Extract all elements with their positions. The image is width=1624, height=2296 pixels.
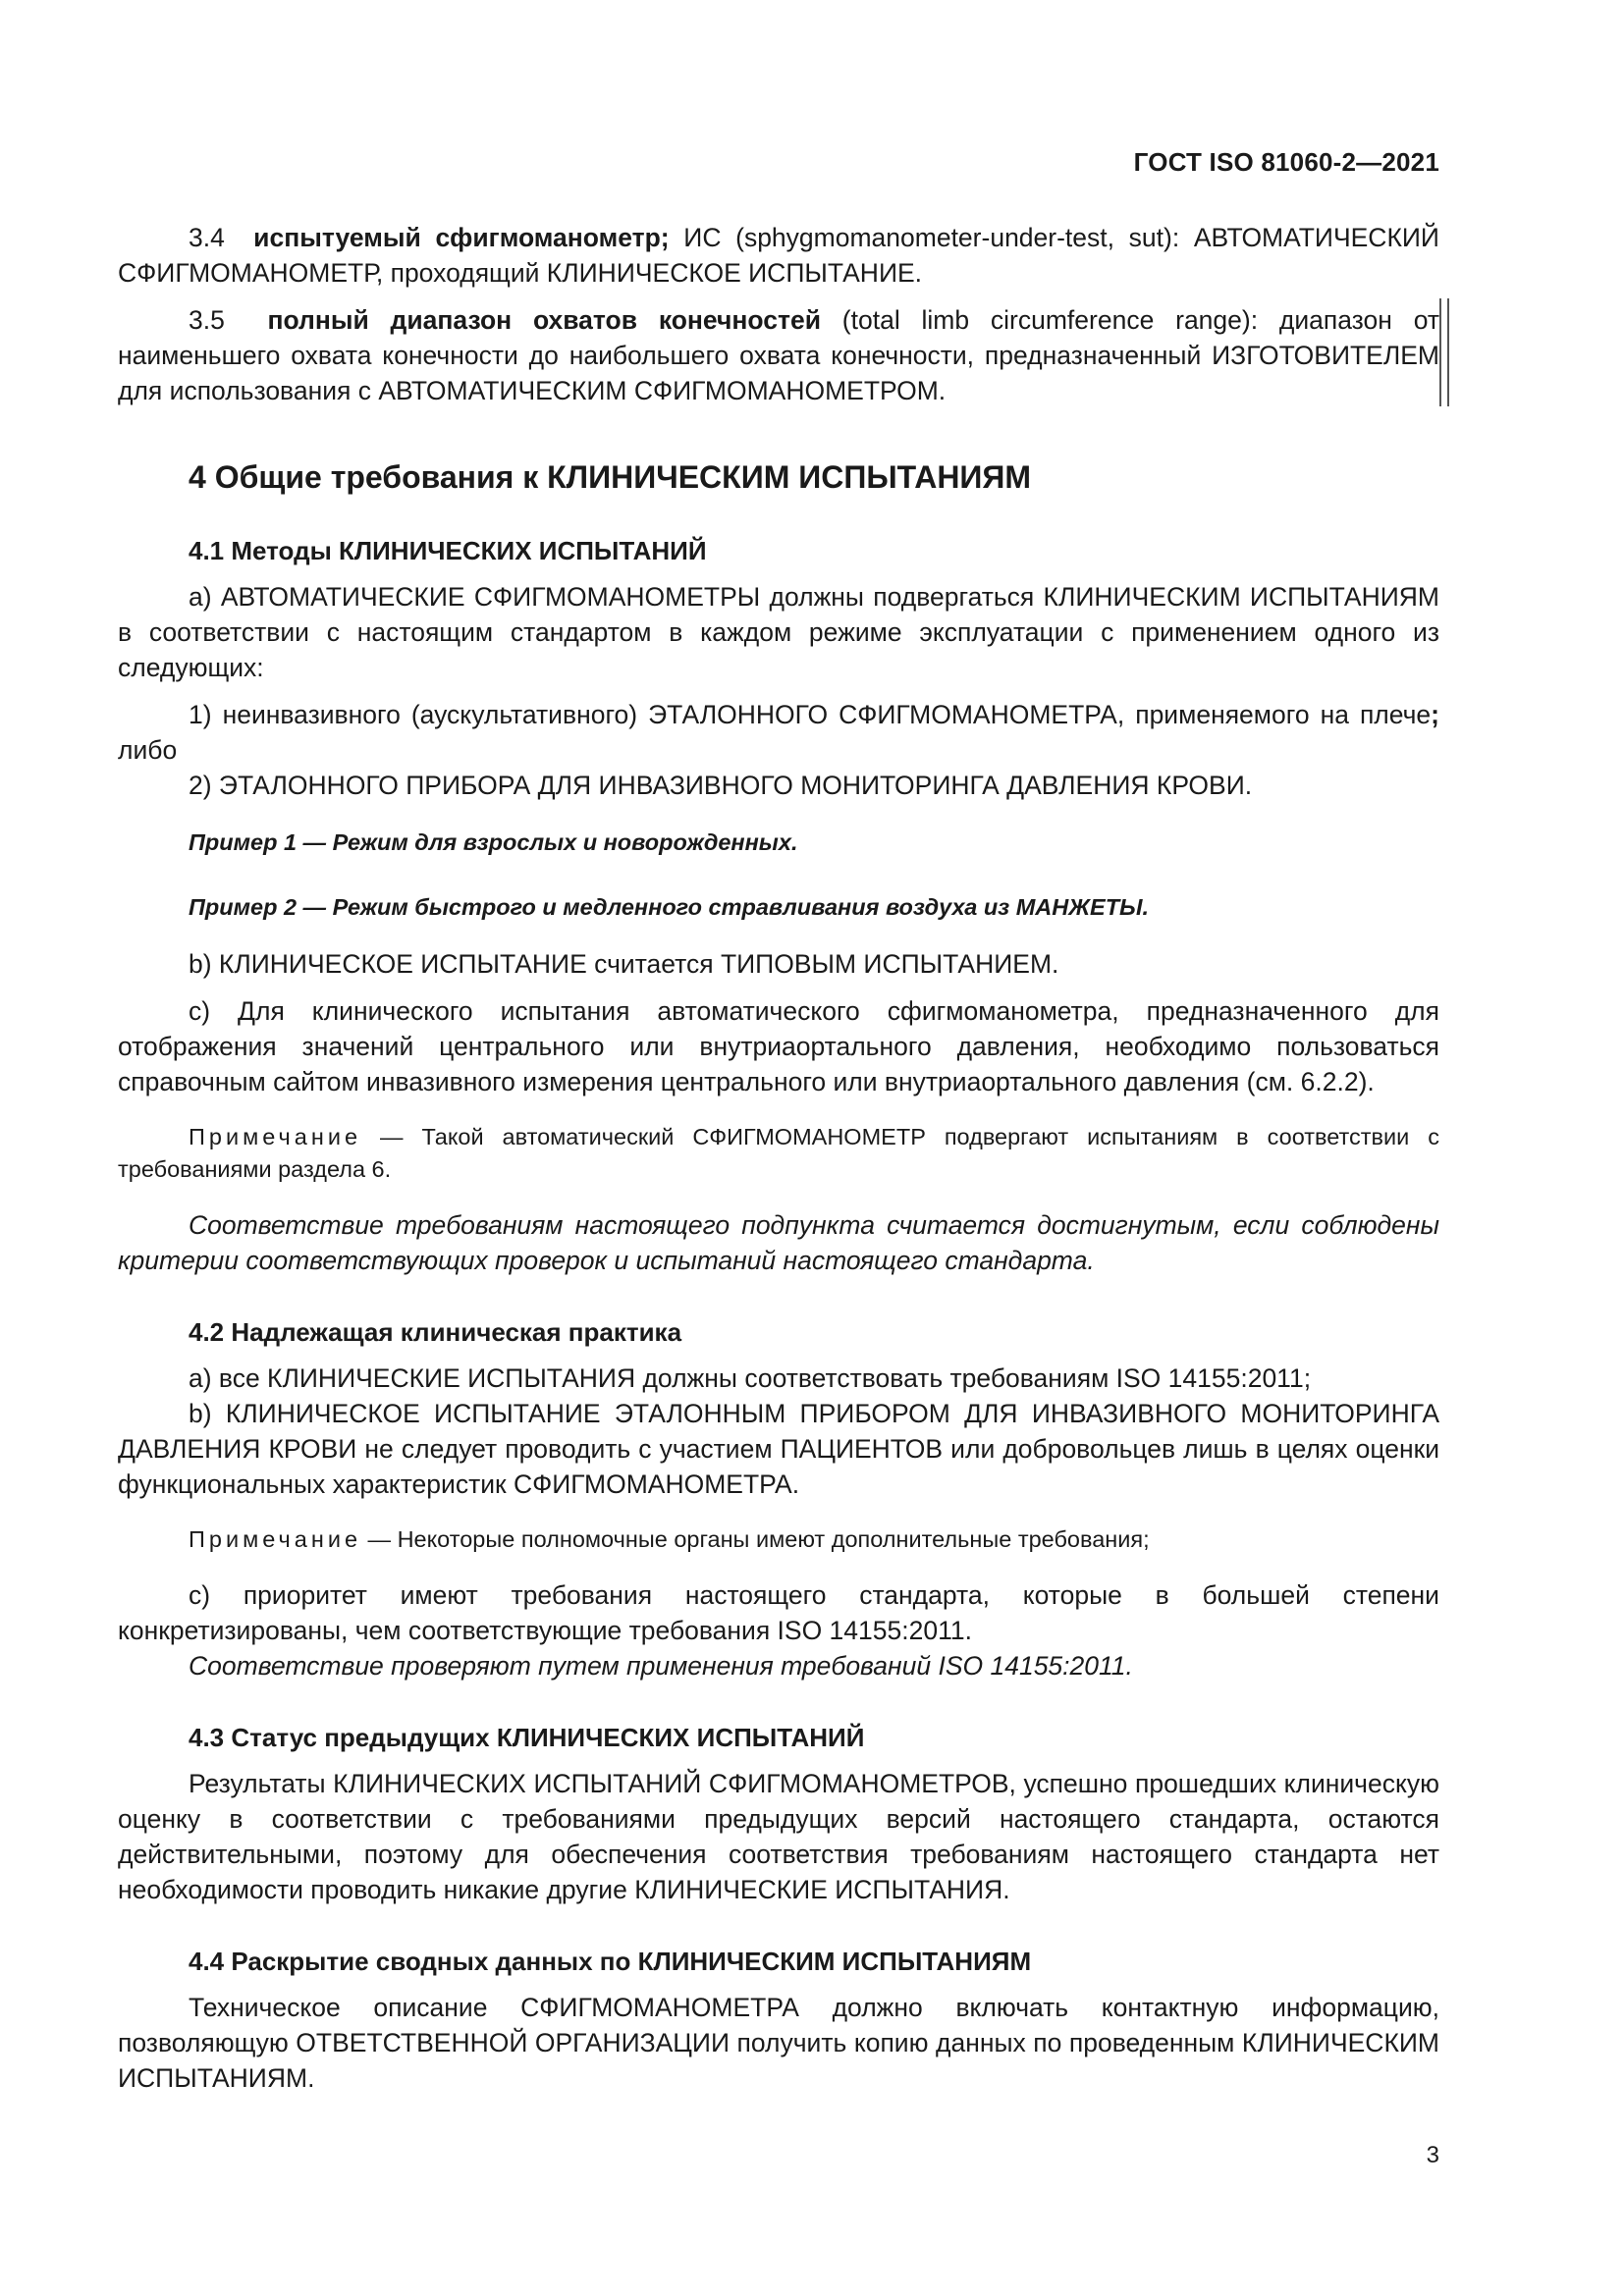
definition-text: ИС (sphygmomanometer-under-test, sut): АВТОМАТИЧЕСКИЙ СФИГМОМАНОМЕТР, проходящий КЛИНИЧЕСКОЕ ИСПЫТАНИЕ. <box>118 223 1439 288</box>
page-number: 3 <box>1426 2142 1439 2168</box>
definition-3-4 <box>118 220 1439 291</box>
item-4-1-c: c) Для клинического испытания автоматического сфигмоманометра, предназначенного для отображения значений центрального или внутриаортального давления, необходимо пользоваться справочным сайтом инвазивного измерения центрального или внутриаортального давления (см. 6.2.2). <box>118 996 1439 1096</box>
subsection-4-3-heading: 4.3 Статус предыдущих КЛИНИЧЕСКИХ ИСПЫТАНИЙ <box>189 1723 865 1752</box>
example-2: Пример 2 — Режим быстрого и медленного стравливания воздуха из МАНЖЕТЫ. <box>189 894 1150 920</box>
definition-number: 3.4 <box>189 223 225 252</box>
compliance-4-2: Соответствие проверяют путем применения требований ISO 14155:2011. <box>189 1651 1133 1681</box>
item-text-end: либо <box>118 735 178 765</box>
note-4-1 <box>118 1121 1439 1186</box>
paragraph-4-3: Результаты КЛИНИЧЕСКИХ ИСПЫТАНИЙ СФИГМОМАНОМЕТРОВ, успешно прошедших клиническую оценку в соответствии с требованиями предыдущих версий настоящего стандарта, остаются действительными, поэтому для обеспечения соответствия требованиям настоящего стандарта нет необходимости проводить никакие другие КЛИНИЧЕСКИЕ ИСПЫТАНИЯ. <box>118 1769 1439 1904</box>
definition-term: испытуемый сфигмоманометр; <box>253 223 670 252</box>
note-4-2 <box>118 1523 1439 1556</box>
definition-3-5 <box>118 302 1439 408</box>
item-4-1-b: b) КЛИНИЧЕСКОЕ ИСПЫТАНИЕ считается ТИПОВЫМ ИСПЫТАНИЕМ. <box>189 949 1059 979</box>
paragraph-4-4: Техническое описание СФИГМОМАНОМЕТРА должно включать контактную информацию, позволяющую ОТВЕТСТВЕННОЙ ОРГАНИЗАЦИИ получить копию данных по проведенным КЛИНИЧЕСКИМ ИСПЫТАНИЯМ. <box>118 1993 1439 2093</box>
item-text: 1) неинвазивного (аускультативного) ЭТАЛОННОГО СФИГМОМАНОМЕТРА, применяемого на плече <box>189 700 1432 729</box>
section-4-heading: 4 Общие требования к КЛИНИЧЕСКИМ ИСПЫТАНИЯМ <box>189 459 1032 495</box>
document-code-header: ГОСТ ISO 81060-2—2021 <box>1133 147 1439 177</box>
item-separator: ; <box>1431 700 1439 729</box>
item-4-2-b: b) КЛИНИЧЕСКОЕ ИСПЫТАНИЕ ЭТАЛОННЫМ ПРИБОРОМ ДЛЯ ИНВАЗИВНОГО МОНИТОРИНГА ДАВЛЕНИЯ КРОВИ не следует проводить с участием ПАЦИЕНТОВ или добровольцев лишь в целях оценки функциональных характеристик СФИГМОМАНОМЕТРА. <box>118 1399 1439 1499</box>
item-4-1-a-2: 2) ЭТАЛОННОГО ПРИБОРА ДЛЯ ИНВАЗИВНОГО МОНИТОРИНГА ДАВЛЕНИЯ КРОВИ. <box>189 771 1253 800</box>
item-4-2-a: а) все КЛИНИЧЕСКИЕ ИСПЫТАНИЯ должны соответствовать требованиям ISO 14155:2011; <box>189 1363 1312 1393</box>
item-4-1-a-1 <box>118 697 1439 768</box>
subsection-4-4-heading: 4.4 Раскрытие сводных данных по КЛИНИЧЕСКИМ ИСПЫТАНИЯМ <box>189 1947 1032 1976</box>
example-1: Пример 1 — Режим для взрослых и новорожденных. <box>189 829 798 855</box>
definition-term: полный диапазон охватов конечностей <box>267 305 821 335</box>
note-label: Примечание <box>189 1526 362 1552</box>
item-4-1-a: а) АВТОМАТИЧЕСКИЕ СФИГМОМАНОМЕТРЫ должны подвергаться КЛИНИЧЕСКИМ ИСПЫТАНИЯМ в соответствии с настоящим стандартом в каждом режиме эксплуатации с применением одного из следующих: <box>118 582 1439 682</box>
definition-text: (total limb circumference range): диапазон от наименьшего охвата конечности до наибольшего охвата конечности, предназначенный ИЗГОТОВИТЕЛЕМ для использования с АВТОМАТИЧЕСКИМ СФИГМОМАНОМЕТРОМ. <box>118 305 1439 405</box>
note-label: Примечание <box>189 1124 362 1149</box>
change-bar <box>1439 298 1449 406</box>
subsection-4-2-heading: 4.2 Надлежащая клиническая практика <box>189 1317 682 1347</box>
note-text: — Некоторые полномочные органы имеют дополнительные требования; <box>361 1526 1150 1552</box>
subsection-4-1-heading: 4.1 Методы КЛИНИЧЕСКИХ ИСПЫТАНИЙ <box>189 536 707 565</box>
definition-number: 3.5 <box>189 305 225 335</box>
note-text: — Такой автоматический СФИГМОМАНОМЕТР подвергают испытаниям в соответствии с требованиями раздела 6. <box>118 1124 1439 1182</box>
item-4-2-c: c) приоритет имеют требования настоящего стандарта, которые в большей степени конкретизированы, чем соответствующие требования ISO 14155:2011. <box>118 1580 1439 1645</box>
compliance-4-1: Соответствие требованиям настоящего подпункта считается достигнутым, если соблюдены критерии соответствующих проверок и испытаний настоящего стандарта. <box>118 1210 1439 1275</box>
page-content <box>118 220 1439 2096</box>
